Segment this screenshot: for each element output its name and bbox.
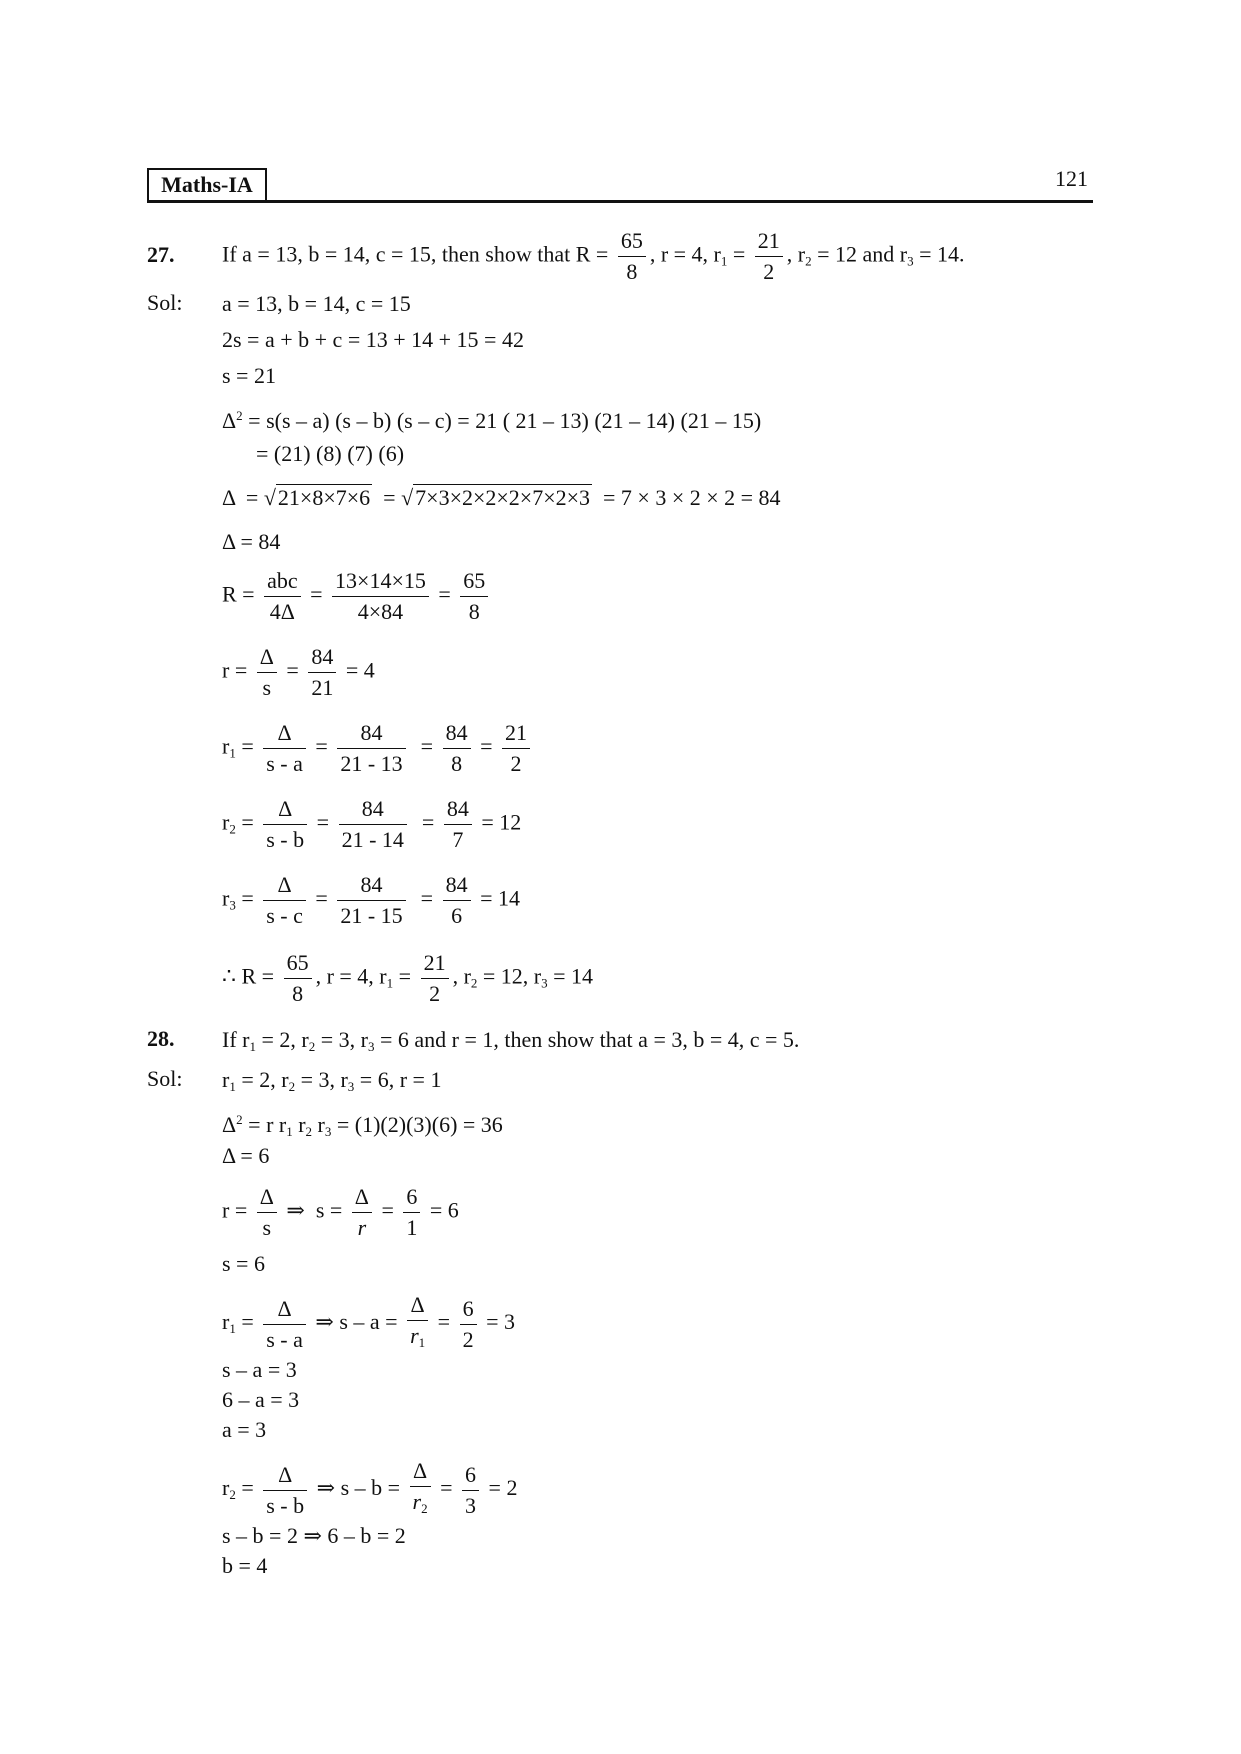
sol28-line-4: s = 6 [222, 1251, 265, 1276]
question-27-statement: If a = 13, b = 14, c = 15, then show that R = $\frac{65}{8}$ , r = 4, $r_1$ = $\frac{21}{2}$ , $r_2 = 12$ and $r_3 = 14$. [222, 228, 965, 284]
sol28-line-9: b = 4 [222, 1553, 268, 1578]
header-rule [147, 200, 1093, 203]
sol27-r1: $r_1$ = $\frac{\Delta}{s - a}$ = $\frac{84}{21 - 13}$ = $\frac{84}{8}$ = $\frac{21}{2}$ [222, 718, 534, 779]
question-28-statement: If $r_1 = 2$, $r_2 = 3$, $r_3 = 6$ and r = 1, then show that a = 3, b = 4, c = 5. [222, 1027, 800, 1054]
sol27-line-5: = (21) (8) (7) (6) [256, 441, 405, 466]
sol28-a-derivation: $r_1$ = $\frac{\Delta}{s - a}$ ⇒ s – a = $\frac{\Delta}{r_1}$ = $\frac{6}{2}$ = 3 [222, 1292, 515, 1352]
solution-28-label: Sol: [147, 1066, 183, 1091]
sol27-r: r = $\frac{\Delta}{s}$ = $\frac{84}{21}$ = 4 [222, 644, 375, 700]
sol28-line-1: $r_1 = 2$, $r_2 = 3$, $r_3 = 6$, r = 1 [222, 1067, 442, 1094]
sol27-line-3: s = 21 [222, 363, 276, 388]
sol27-r2: $r_2$ = $\frac{\Delta}{s - b}$ = $\frac{84}{21 - 14}$ = $\frac{84}{7}$ = 12 [222, 796, 522, 852]
sol28-b-derivation: $r_2$ = $\frac{\Delta}{s - b}$ ⇒ s – b = $\frac{\Delta}{r_2}$ = $\frac{6}{3}$ = 2 [222, 1458, 518, 1518]
sol28-line-3: Δ = 6 [222, 1143, 270, 1168]
question-28-number: 28. [147, 1026, 175, 1051]
sol28-line-6: 6 – a = 3 [222, 1387, 300, 1412]
sol28-line-7: a = 3 [222, 1417, 267, 1442]
sol27-line-7: Δ = 84 [222, 529, 281, 554]
sol28-line-2: $\Delta^2 = r$ $r_1$ $r_2$ $r_3 = (1)(2)(3)(6) = 36$ [222, 1112, 503, 1139]
sol28-line-5: s – a = 3 [222, 1357, 297, 1382]
subject-label: Maths-IA [147, 168, 267, 202]
sol27-r3: $r_3$ = $\frac{\Delta}{s - c}$ = $\frac{84}{21 - 15}$ = $\frac{84}{6}$ = 14 [222, 872, 520, 928]
page-number: 121 [1055, 166, 1088, 191]
sol27-conclusion: ∴ R = $\frac{65}{8}$ , r = 4, $r_1$ = $\frac{21}{2}$ , $r_2 = 12$, $r_3 = 14$ [222, 950, 594, 1006]
sol28-line-8: s – b = 2 ⇒ 6 – b = 2 [222, 1523, 406, 1548]
solution-27-label: Sol: [147, 290, 183, 315]
sol27-line-1: a = 13, b = 14, c = 15 [222, 291, 411, 316]
sol27-R: R = $\frac{\text{abc}}{4\Delta}$ = $\frac{13\times 14\times 15}{4\times 84}$ = $\frac{65}{8}$ [222, 566, 492, 627]
sol28-s-derivation: r = $\frac{\Delta}{s}$ ⇒ s = $\frac{\Delta}{r}$ = $\frac{6}{1}$ = 6 [222, 1184, 459, 1240]
sol27-line-2: 2s = a + b + c = 13 + 14 + 15 = 42 [222, 327, 524, 352]
sol27-line-4: $\Delta^2 = s(s - a)$ (s – b) (s – c) = 21 ( 21 – 13) (21 – 14) (21 – 15) [222, 408, 762, 433]
question-27-number: 27. [147, 242, 175, 267]
sol27-line-6: Δ = √21×8×7×6 = √7×3×2×2×2×7×2×3 = 7 × 3 × 2 × 2 = 84 [222, 485, 781, 510]
